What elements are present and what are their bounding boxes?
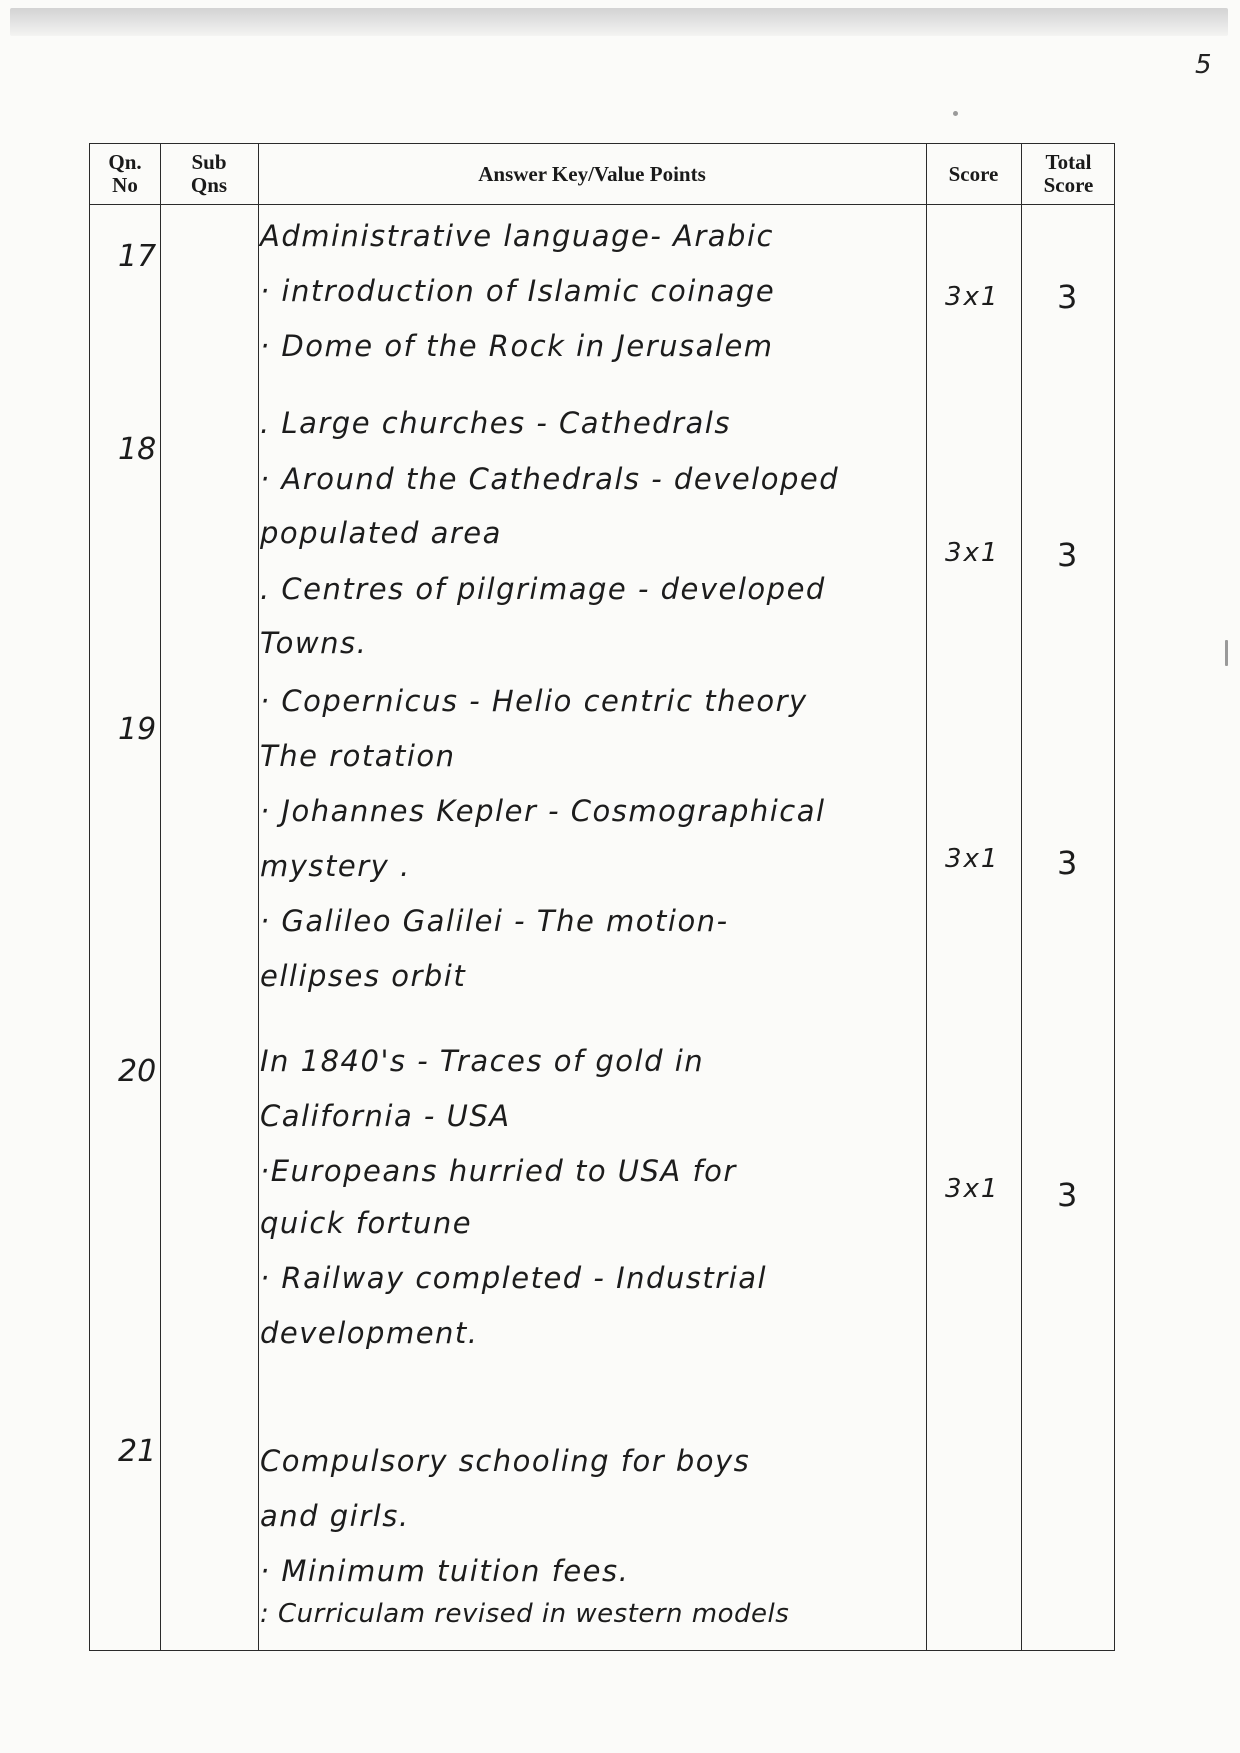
answer-line: Towns. [260,626,368,660]
answer-line: · introduction of Islamic coinage [260,274,776,308]
header-answer-key: Answer Key/Value Points [478,161,706,186]
answer-line: Administrative language- Arabic [260,219,774,253]
answer-line: ellipses orbit [260,959,467,993]
answer-line: · Around the Cathedrals - developed [260,462,840,496]
score-value: 3x1 [945,538,1000,568]
answer-line: · Copernicus - Helio centric theory [260,684,808,718]
answer-line: development. [260,1316,479,1350]
column-divider [1021,144,1022,1650]
answer-line: populated area [260,516,502,550]
page-number: 5 [1195,50,1212,80]
answer-line: Compulsory schooling for boys [260,1444,751,1478]
header-sub-questions: Sub Qns [190,150,228,197]
score-value: 3x1 [945,844,1000,874]
answer-line: . Centres of pilgrimage - developed [260,572,826,606]
total-score-value: 3 [1057,1176,1078,1214]
answer-line: · Dome of the Rock in Jerusalem [260,329,774,363]
answer-line: In 1840's - Traces of gold in [260,1044,705,1078]
column-divider [160,144,161,1650]
scan-speck [1225,640,1228,666]
answer-line: and girls. [260,1499,410,1533]
answer-key-table [89,143,1115,1651]
answer-line: · Minimum tuition fees. [260,1554,630,1588]
answer-line: . Large churches - Cathedrals [260,406,731,440]
answer-line: quick fortune [260,1206,473,1240]
column-divider [926,144,927,1650]
question-number: 18 [118,432,157,467]
total-score-value: 3 [1057,536,1078,574]
header-score: Score [948,161,999,186]
answer-line: mystery . [260,849,411,883]
question-number: 17 [118,239,157,274]
scan-speck [953,111,958,116]
scanner-edge [10,8,1228,36]
score-value: 3x1 [945,282,1000,312]
header-qno: Qn. No [108,150,142,197]
answer-line: California - USA [260,1099,511,1133]
total-score-value: 3 [1057,278,1078,316]
question-number: 21 [118,1434,157,1469]
answer-line: · Johannes Kepler - Cosmographical [260,794,826,828]
answer-line: · Galileo Galilei - The motion- [260,904,729,938]
question-number: 20 [118,1054,157,1089]
answer-line: The rotation [260,739,456,773]
answer-line: : Curriculam revised in western models [260,1599,790,1629]
header-divider [90,204,1114,205]
answer-line: ·Europeans hurried to USA for [260,1154,737,1188]
score-value: 3x1 [945,1174,1000,1204]
header-total-score: Total Score [1043,150,1094,197]
answer-line: · Railway completed - Industrial [260,1261,768,1295]
column-divider [258,144,259,1650]
total-score-value: 3 [1057,844,1078,882]
question-number: 19 [118,712,157,747]
